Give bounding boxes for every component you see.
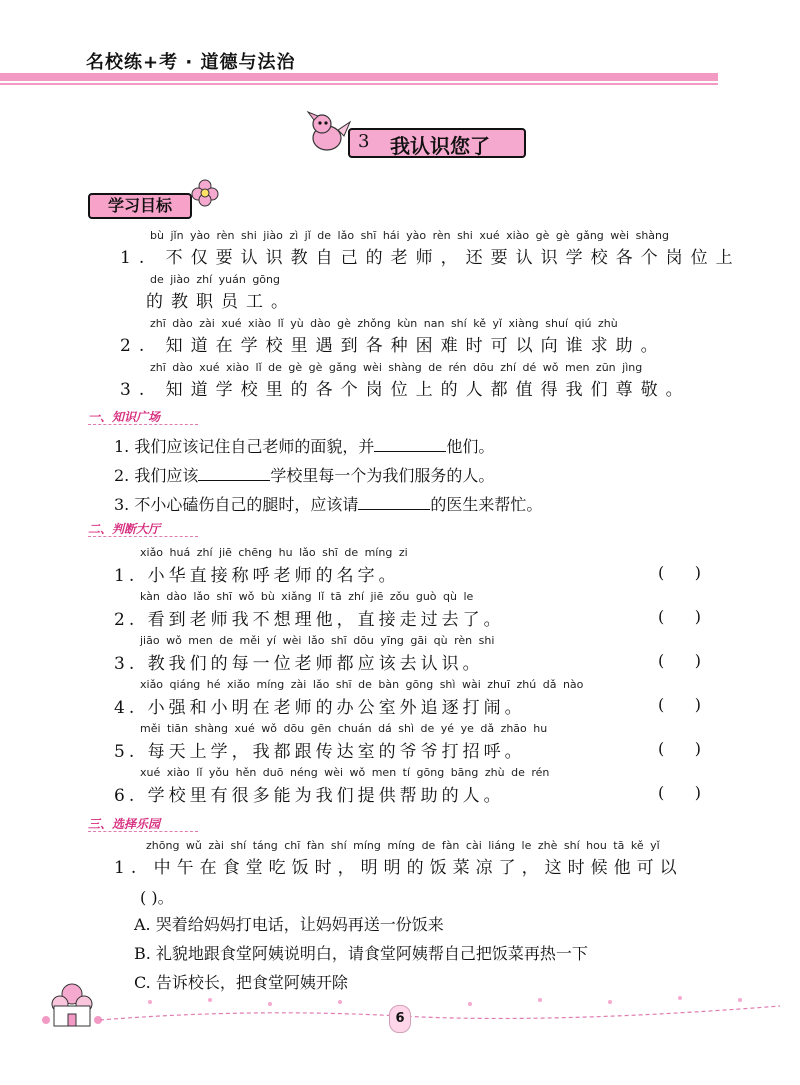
goal-2-pinyin: zhī dào zài xué xiào lǐ yù dào gè zhǒng kùn nan shí kě yǐ xiàng shuí qiú zhù bbox=[150, 317, 618, 330]
choice-1-text: 1. 中午在食堂吃饭时，明明的饭菜凉了，这时候他可以 bbox=[114, 858, 683, 878]
option-c[interactable]: C. 告诉校长，把食堂阿姨开除 bbox=[134, 973, 348, 992]
section-heading-choice: 三、选择乐园 bbox=[88, 817, 161, 831]
tf-1-text: 1. 小华直接称呼老师的名字。 bbox=[114, 566, 400, 586]
tf-6-text: 6. 学校里有很多能为我们提供帮助的人。 bbox=[114, 786, 505, 806]
section-heading-knowledge: 一、知识广场 bbox=[88, 410, 161, 424]
goal-1-pinyin-1: bù jǐn yào rèn shi jiào zì jǐ de lǎo shī hái yào rèn shi xué xiào gè gè gǎng wèi shàng bbox=[150, 229, 669, 242]
option-b[interactable]: B. 礼貌地跟食堂阿姨说明白，请食堂阿姨帮自己把饭菜再热一下 bbox=[134, 944, 588, 963]
tf-5-text: 5. 每天上学，我都跟传达室的爷爷打招呼。 bbox=[114, 742, 526, 762]
goal-3-pinyin: zhī dào xué xiào lǐ de gè gè gǎng wèi shàng de rén dōu zhí dé wǒ men zūn jìng bbox=[150, 361, 643, 374]
fill-question-3-text: 3. 不小心磕伤自己的腿时，应该请 bbox=[114, 495, 359, 514]
fill-question-1 bbox=[114, 434, 494, 457]
tf-4-text: 4. 小强和小明在老师的办公室外追逐打闹。 bbox=[114, 698, 526, 718]
tf-3-text: 3. 教我们的每一位老师都应该去认识。 bbox=[114, 654, 484, 674]
tf-1-pinyin: xiǎo huá zhí jiē chēng hu lǎo shī de míng zi bbox=[140, 546, 408, 559]
tf-2-pinyin: kàn dào lǎo shī wǒ bù xiǎng lǐ tā zhí jiē zǒu guò qù le bbox=[140, 590, 474, 603]
header-bar bbox=[0, 73, 718, 81]
tf-3-pinyin: jiāo wǒ men de měi yí wèi lǎo shī dōu yīng gāi qù rèn shi bbox=[140, 634, 495, 647]
tf-1-answer-box[interactable]: ( ) bbox=[658, 563, 701, 582]
fill-question-2-text: 2. 我们应该 bbox=[114, 466, 199, 485]
section-heading-judgement: 二、判断大厅 bbox=[88, 522, 161, 536]
header-line bbox=[0, 83, 718, 85]
section-underline bbox=[88, 831, 198, 833]
dragon-mascot-icon bbox=[300, 108, 352, 160]
fill-question-3 bbox=[114, 492, 542, 515]
answer-blank-3[interactable] bbox=[358, 495, 430, 510]
goal-1-text-1: 1. 不仅要认识教自己的老师，还要认识学校各个岗位上 bbox=[120, 248, 741, 268]
goal-1-text-2: 的教职员工。 bbox=[146, 292, 296, 312]
fill-question-1-text: 1. 我们应该记住自己老师的面貌，并 bbox=[114, 437, 375, 456]
goal-2-text: 2. 知道在学校里遇到各种困难时可以向谁求助。 bbox=[120, 336, 666, 356]
tf-2-answer-box[interactable]: ( ) bbox=[658, 607, 701, 626]
tf-4-answer-box[interactable]: ( ) bbox=[658, 695, 701, 714]
answer-blank-2[interactable] bbox=[198, 466, 270, 481]
learning-goals-label: 学习目标 bbox=[88, 193, 192, 219]
tf-5-answer-box[interactable]: ( ) bbox=[658, 739, 701, 758]
fill-question-1-end: 他们。 bbox=[446, 437, 495, 456]
lesson-number: 3 bbox=[358, 131, 370, 152]
tf-6-pinyin: xué xiào lǐ yǒu hěn duō néng wèi wǒ men tí gōng bāng zhù de rén bbox=[140, 766, 550, 779]
fill-question-2-end: 学校里每一个为我们服务的人。 bbox=[270, 466, 495, 485]
lesson-title: 我认识您了 bbox=[390, 134, 490, 158]
tf-3-answer-box[interactable]: ( ) bbox=[658, 651, 701, 670]
tf-2-text: 2. 看到老师我不想理他，直接走过去了。 bbox=[114, 610, 505, 630]
fill-question-3-end: 的医生来帮忙。 bbox=[430, 495, 543, 514]
section-underline bbox=[88, 424, 198, 426]
option-a[interactable]: A. 哭着给妈妈打电话，让妈妈再送一份饭来 bbox=[134, 915, 444, 934]
book-title: 名校练+考 · 道德与法治 bbox=[86, 52, 296, 73]
choice-1-pinyin: zhōng wǔ zài shí táng chī fàn shí míng míng de fàn cài liáng le zhè shí hou tā kě yǐ bbox=[146, 839, 660, 852]
goal-3-text: 3. 知道学校里的各个岗位上的人都值得我们尊敬。 bbox=[120, 380, 691, 400]
tf-4-pinyin: xiǎo qiáng hé xiǎo míng zài lǎo shī de bàn gōng shì wài zhuī zhú dǎ nào bbox=[140, 678, 584, 691]
answer-blank-1[interactable] bbox=[374, 437, 446, 452]
tf-5-pinyin: měi tiān shàng xué wǒ dōu gēn chuán dá shì de yé ye dǎ zhāo hu bbox=[140, 722, 548, 735]
section-underline bbox=[88, 536, 198, 538]
goal-1-pinyin-2: de jiào zhí yuán gōng bbox=[150, 273, 280, 286]
page-number: 6 bbox=[389, 1005, 411, 1033]
choice-1-answer-box[interactable]: ( )。 bbox=[140, 888, 174, 907]
fill-question-2 bbox=[114, 463, 494, 486]
flower-icon bbox=[190, 178, 220, 212]
tf-6-answer-box[interactable]: ( ) bbox=[658, 783, 701, 802]
